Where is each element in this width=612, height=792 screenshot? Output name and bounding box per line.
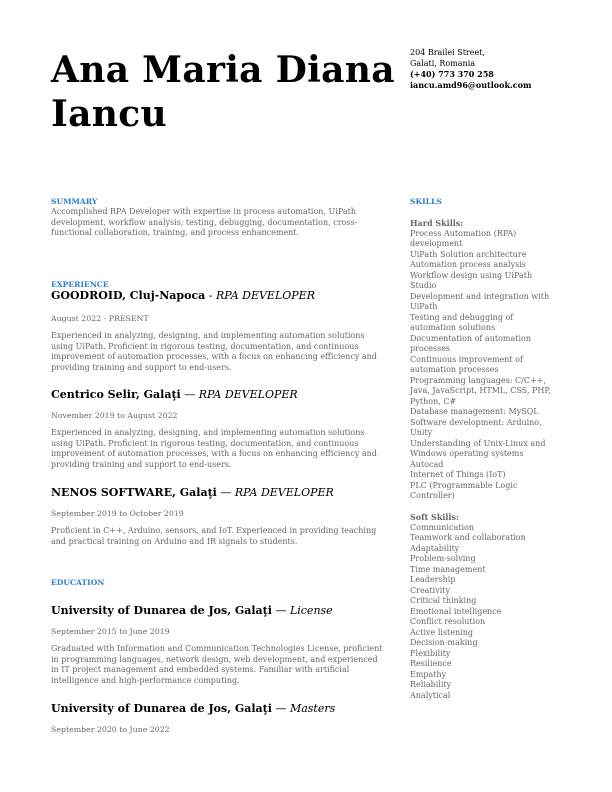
skill-item: Decision-making [410,638,478,647]
address-line-2: Galati, Romania [410,58,476,68]
skill-item: Software development: Arduino, Unity [410,417,542,437]
education-dates: September 2015 to June 2019 [51,627,170,636]
job-entry [51,289,381,373]
skill-item: Problem-solving [410,554,476,563]
skills-heading: SKILLS [410,197,442,206]
skill-item: Time management [410,564,486,574]
hard-skills-heading: Hard Skills: [410,218,464,228]
job-title [51,289,381,303]
skill-item: Workflow design using UiPath Studio [410,270,533,290]
separator: — [271,702,290,715]
skill-item: UiPath Solution architecture [410,249,527,259]
company: Centrico Selir, Galaţi [51,388,181,401]
skill-item: Analytical [410,690,451,700]
skill-item: Understanding of Unix-Linux and Windows operating systems [410,438,546,458]
skill-item: Programming languages: C/C++, Java, JavaScript, HTML, CSS, PHP, Python, C# [410,375,551,406]
separator: — [216,486,235,499]
school: University of Dunarea de Jos, Galaţi [51,604,272,617]
company: GOODROID, Cluj-Napoca [51,289,206,302]
skill-item: Adaptability [410,543,460,553]
job-description: Experienced in analyzing, designing, and implementing automation solutions using UiPath. Proficient in rigorous testing, documentation, and continuous improvement of automation processes, with a focus on enhancing efficiency and providing training and support to end-users. [51,331,377,372]
email: iancu.amd96@outlook.com [410,80,532,91]
skill-item: Resilience [410,659,452,668]
phone: (+40) 773 370 258 [410,69,494,80]
role: RPA DEVELOPER [216,289,315,302]
skill-item: Automation process analysis [410,260,526,269]
education-description: Graduated with Information and Communication Technologies License, proficient in programming languages, network design, web development, and experienced in IT project management and embedded systems. Familiar with artificial intelligence and high-performance computing. [51,644,383,685]
job-title [51,486,381,500]
summary-text: Accomplished RPA Developer with expertise in process automation, UiPath development, workflow analysis, testing, debugging, documentation, cross-functional collaboration, training, and process enhancement. [51,207,358,237]
skill-item: Database management: MySQL [410,407,539,416]
education-title [51,702,335,716]
skills-list [410,218,555,701]
education-title [51,604,386,618]
company: NENOS SOFTWARE, Galaţi [51,486,217,499]
skill-item: Emotional intelligence [410,606,502,616]
education-entry [51,702,335,735]
skill-item: Continuous improvement of automation processes [410,354,523,374]
hard-skills-list [410,229,555,502]
role: RPA DEVELOPER [198,388,298,401]
separator: — [271,604,290,617]
contact-info [410,48,531,91]
soft-skills-list [410,523,555,702]
job-entry [51,388,381,470]
skill-item: PLC (Programmable Logic Controller) [410,480,518,500]
skill-item: Creativity [410,585,451,595]
address-line-1: 204 Brailei Street, [410,48,485,57]
skill-item: Internet of Things (IoT) [410,470,506,479]
job-entry [51,486,381,547]
skill-item: Reliability [410,680,452,689]
skill-item: Testing and debugging of automation solutions [410,312,514,332]
job-description: Proficient in C++, Arduino, sensors, and IoT. Experienced in providing teaching and practical training on Arduino and IR signals to students. [51,526,377,546]
job-dates: August 2022 - PRESENT [51,314,149,323]
skill-item: Communication [410,522,474,532]
skill-item: Process Automation (RPA) development [410,228,517,248]
separator: — [180,388,199,401]
degree: Masters [289,702,336,715]
skill-item: Documentation of automation processes [410,333,531,353]
school: University of Dunarea de Jos, Galaţi [51,702,272,715]
role: RPA DEVELOPER [234,486,334,499]
job-dates: November 2019 to August 2022 [51,411,178,420]
job-description: Experienced in analyzing, designing, and implementing automation solutions using UiPath. Proficient in rigorous testing, documentation, and continuous improvement of automation processes, with a focus on enhancing efficiency and providing training and support to end-users. [51,428,377,469]
skill-item: Active listening [410,627,473,637]
experience-heading: EXPERIENCE [51,280,109,289]
education-heading: EDUCATION [51,578,105,587]
skill-item: Flexibility [410,648,451,658]
skill-item: Leadership [410,575,456,584]
skill-item: Autocad [410,459,444,469]
skill-item: Critical thinking [410,596,477,605]
education-dates: September 2020 to June 2022 [51,725,170,734]
skill-item: Teamwork and collaboration [410,533,526,542]
separator: - [205,289,217,302]
degree: License [289,604,333,617]
job-title [51,388,381,402]
candidate-name [51,48,395,136]
job-dates: September 2019 to October 2019 [51,509,184,518]
name-line-1: Ana Maria Diana [51,49,395,91]
name-line-2: Iancu [51,93,167,135]
education-entry [51,604,386,686]
skill-item: Development and integration with UiPath [410,291,550,311]
skill-item: Conflict resolution [410,617,486,626]
soft-skills-heading: Soft Skills: [410,512,459,522]
skill-item: Empathy [410,669,447,679]
summary-heading: SUMMARY [51,197,98,206]
